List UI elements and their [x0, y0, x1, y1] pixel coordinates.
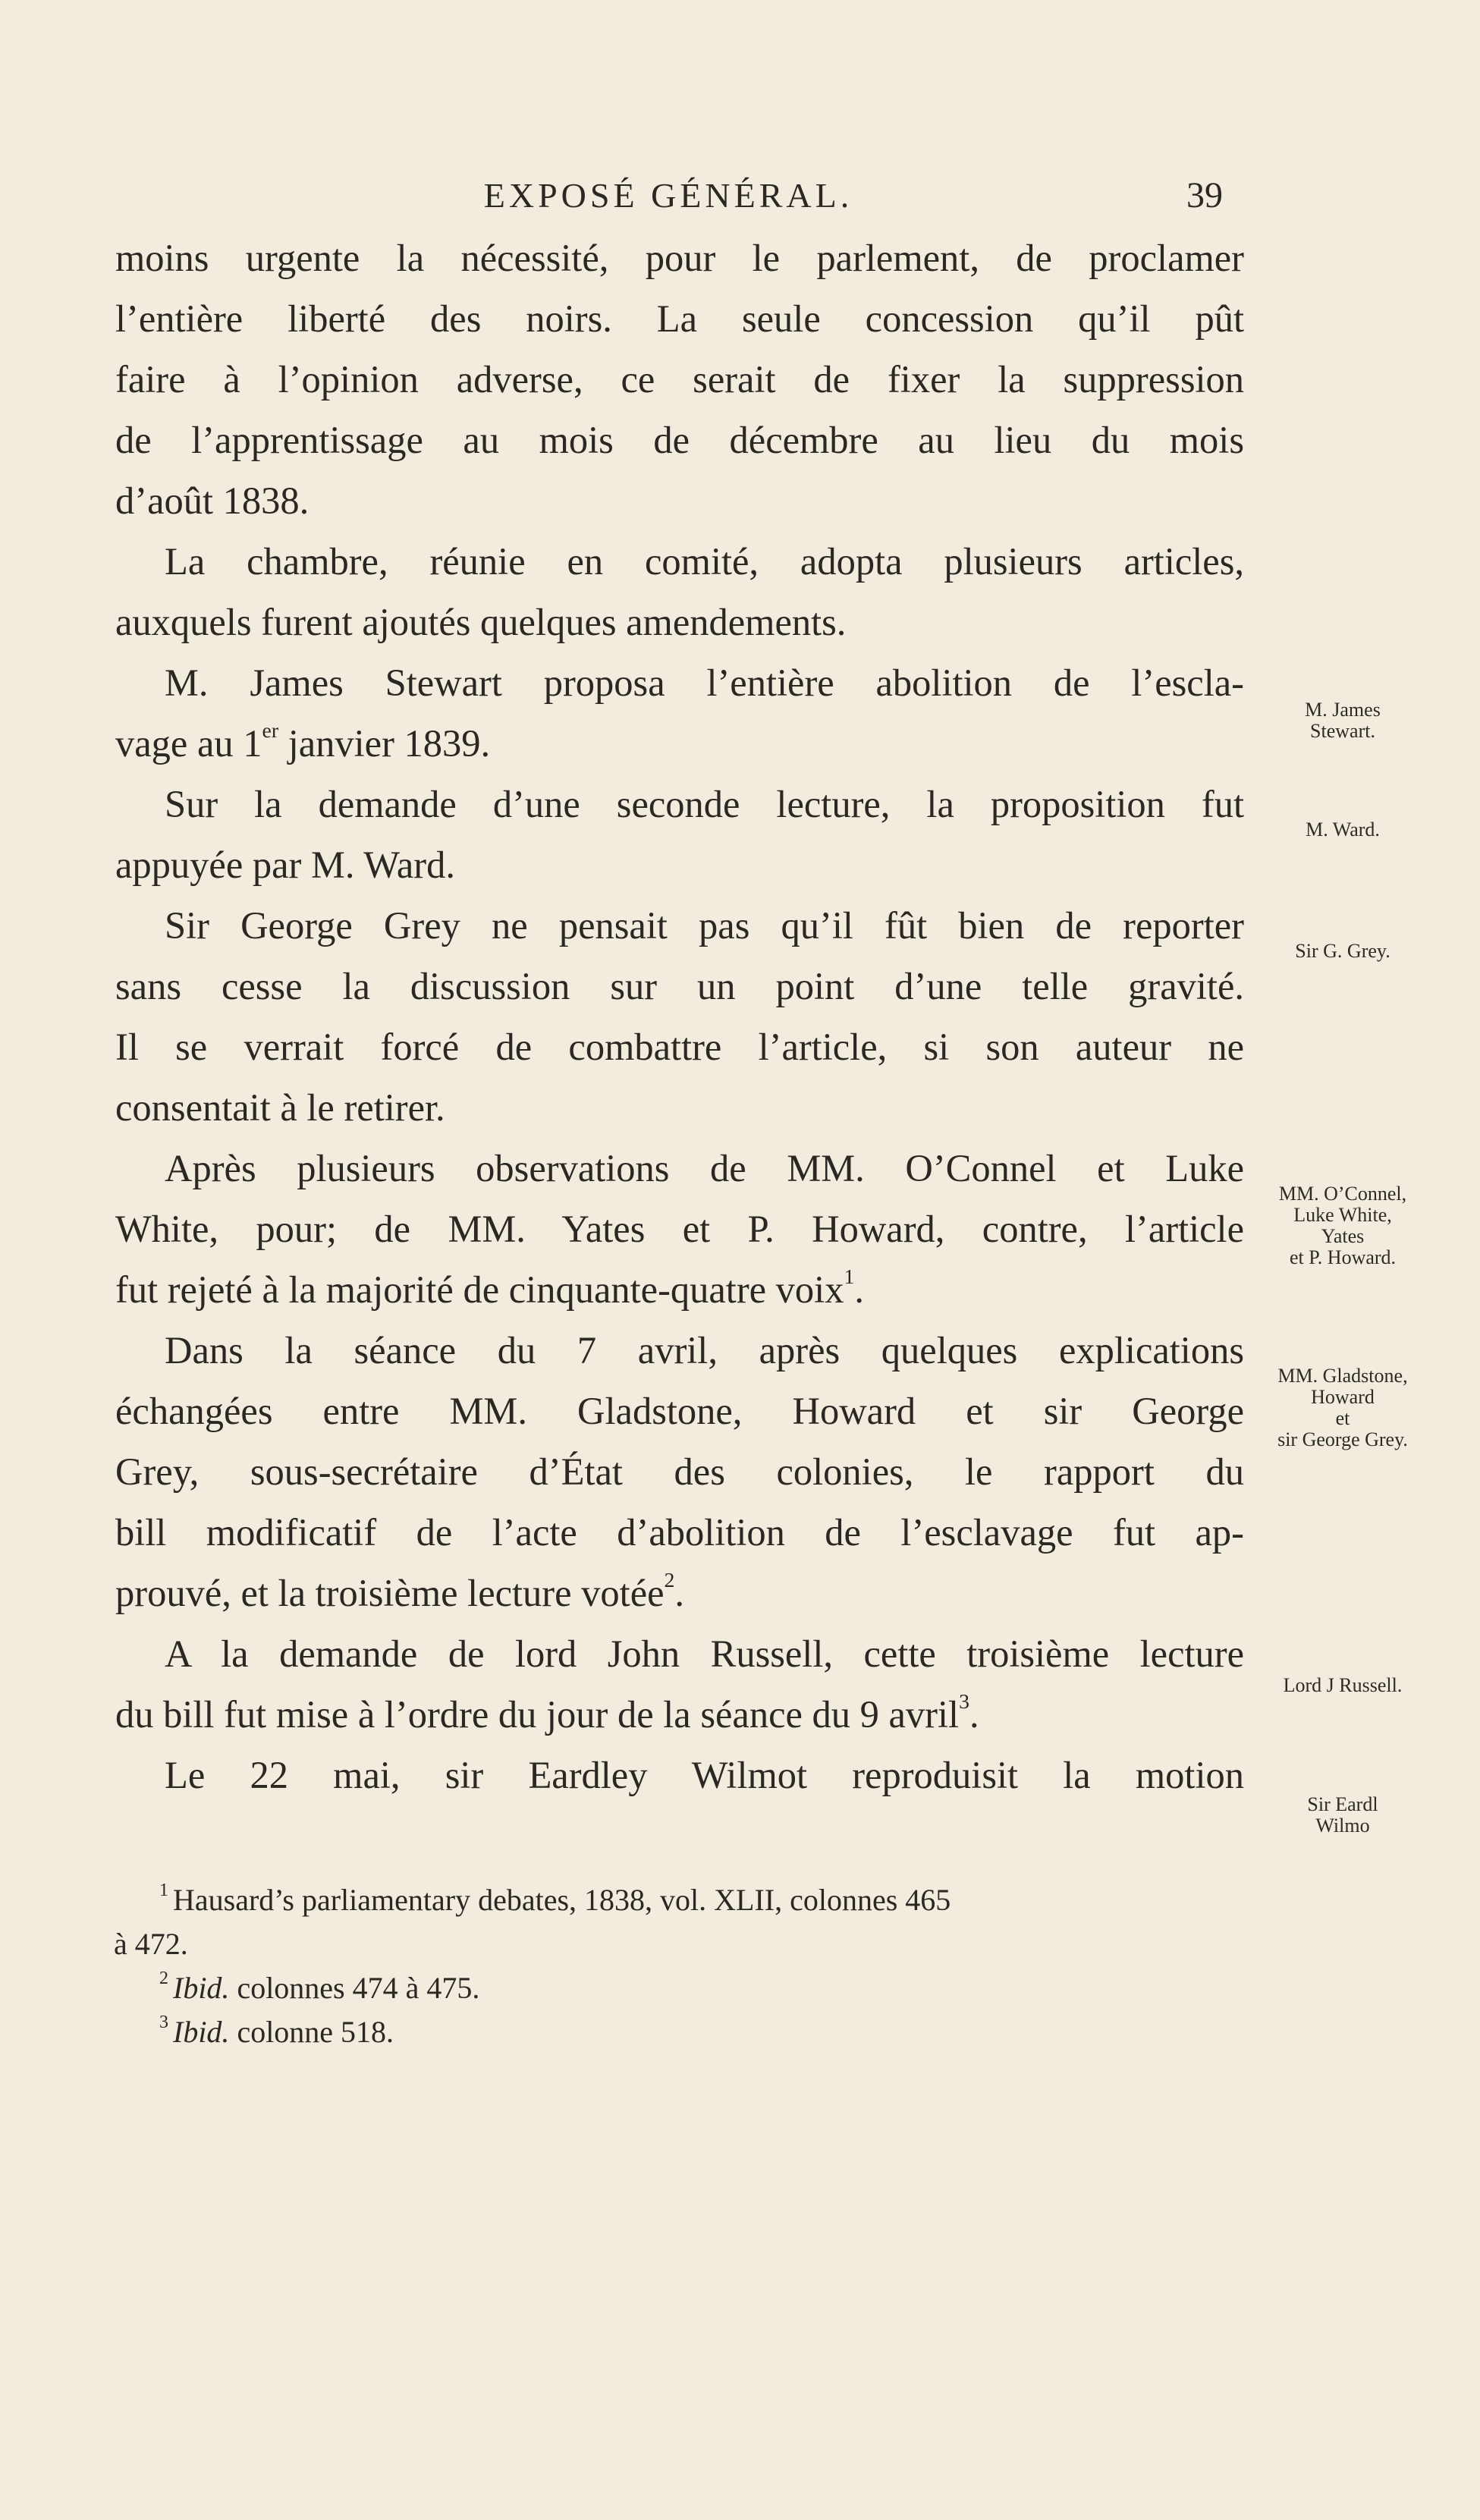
- margin-note-line: et P. Howard.: [1289, 1246, 1397, 1268]
- text-line: faire à l’opinion adverse, ce serait de fixer la suppression: [115, 358, 1244, 401]
- text-line: de l’apprentissage au mois de décembre au lieu du mois: [115, 419, 1244, 461]
- margin-note-line: Wilmo: [1315, 1815, 1370, 1837]
- margin-note: [1244, 1183, 1441, 1268]
- text-line: Le 22 mai, sir Eardley Wilmot reproduisit la motion: [165, 1754, 1244, 1796]
- margin-note-line: Howard: [1311, 1386, 1375, 1408]
- text-line: [115, 713, 1244, 774]
- margin-note-line: MM. O’Connel,: [1278, 1183, 1407, 1205]
- text-line: White, pour; de MM. Yates et P. Howard, contre, l’article: [115, 1208, 1244, 1250]
- footnote-1: [114, 1878, 1236, 1922]
- text-line: consentait à le retirer.: [115, 1086, 445, 1129]
- margin-note-line: M. James: [1305, 699, 1381, 721]
- text-fragment: .: [674, 1572, 685, 1614]
- footnote-ibid: Ibid.: [173, 1971, 230, 2005]
- text-fragment: prouvé, et la troisième lecture votée: [115, 1572, 665, 1614]
- margin-note: [1244, 1365, 1441, 1450]
- text-line: Sur la demande d’une seconde lecture, la proposition fut: [165, 783, 1244, 825]
- text-line: Grey, sous-secrétaire d’État des colonies, le rapport du: [115, 1450, 1244, 1493]
- margin-note-line: M. Ward.: [1306, 819, 1380, 841]
- text-fragment: janvier 1839.: [278, 722, 491, 765]
- ordinal-superscript: er: [262, 719, 279, 743]
- margin-note-line: Sir G. Grey.: [1295, 940, 1390, 962]
- text-line: A la demande de lord John Russell, cette troisième lecture: [165, 1632, 1244, 1675]
- text-line: Dans la séance du 7 avril, après quelques explications: [165, 1329, 1244, 1372]
- text-line: appuyée par M. Ward.: [115, 844, 455, 886]
- footnote-2: [114, 1966, 1236, 2010]
- margin-note: [1244, 941, 1441, 962]
- text-line: Sir George Grey ne pensait pas qu’il fût bien de reporter: [165, 904, 1244, 947]
- margin-note: [1244, 1675, 1441, 1696]
- footnote-reference: 3: [959, 1690, 969, 1714]
- footnote-text: Hausard’s parliamentary debates, 1838, vol. XLII, colonnes 465: [173, 1883, 951, 1917]
- footnote-marker: 2: [159, 1968, 168, 1988]
- text-line: échangées entre MM. Gladstone, Howard et sir George: [115, 1390, 1244, 1432]
- text-fragment: fut rejeté à la majorité de cinquante-quatre voix: [115, 1268, 844, 1311]
- margin-note-line: Lord J Russell.: [1283, 1674, 1403, 1696]
- footnote-3: [114, 2010, 1236, 2054]
- footnote-text: colonnes 474 à 475.: [229, 1971, 480, 2005]
- footnote-1-continued: à 472.: [114, 1927, 188, 1961]
- text-fragment: .: [969, 1693, 979, 1736]
- margin-note-line: MM. Gladstone,: [1277, 1365, 1408, 1387]
- text-line: Il se verrait forcé de combattre l’article, si son auteur ne: [115, 1026, 1244, 1068]
- footnote-reference: 2: [664, 1569, 675, 1593]
- page-number: 39: [1186, 175, 1223, 215]
- running-title: EXPOSÉ GÉNÉRAL.: [483, 176, 853, 215]
- text-line: [115, 1563, 1244, 1623]
- text-line: La chambre, réunie en comité, adopta plusieurs articles,: [165, 540, 1244, 583]
- margin-note-line: Sir Eardl: [1307, 1793, 1378, 1815]
- footnote-reference: 1: [844, 1265, 855, 1290]
- margin-note-line: sir George Grey.: [1277, 1428, 1408, 1450]
- text-line: bill modificatif de l’acte d’abolition de l’esclavage fut ap-: [115, 1511, 1244, 1554]
- page-header: [114, 173, 1223, 218]
- body-text: [115, 228, 1244, 1805]
- margin-note: [1244, 1794, 1441, 1837]
- margin-note-line: Luke White,: [1293, 1204, 1392, 1226]
- footnote-marker: 1: [159, 1880, 168, 1900]
- text-line: [115, 1259, 1244, 1320]
- footnotes: [114, 1878, 1236, 2054]
- margin-note-line: Yates: [1321, 1225, 1365, 1247]
- text-fragment: du bill fut mise à l’ordre du jour de la séance du 9 avril: [115, 1693, 960, 1736]
- footnote-text: colonne 518.: [229, 2015, 394, 2049]
- text-line: M. James Stewart proposa l’entière abolition de l’escla-: [165, 661, 1244, 704]
- text-line: moins urgente la nécessité, pour le parlement, de proclamer: [115, 237, 1244, 279]
- text-fragment: vage au 1: [115, 722, 262, 765]
- text-line: auxquels furent ajoutés quelques amendements.: [115, 601, 847, 643]
- text-line: l’entière liberté des noirs. La seule concession qu’il pût: [115, 297, 1244, 340]
- footnote-ibid: Ibid.: [173, 2015, 230, 2049]
- text-line: [115, 1684, 1244, 1745]
- margin-note: [1244, 699, 1441, 742]
- text-fragment: .: [854, 1268, 864, 1311]
- text-line: Après plusieurs observations de MM. O’Connel et Luke: [165, 1147, 1244, 1189]
- margin-note-line: Stewart.: [1310, 720, 1375, 742]
- text-line: d’août 1838.: [115, 479, 310, 522]
- text-line: sans cesse la discussion sur un point d’une telle gravité.: [115, 965, 1244, 1007]
- margin-note-line: et: [1335, 1407, 1350, 1429]
- margin-note: [1244, 819, 1441, 841]
- footnote-marker: 3: [159, 2012, 168, 2032]
